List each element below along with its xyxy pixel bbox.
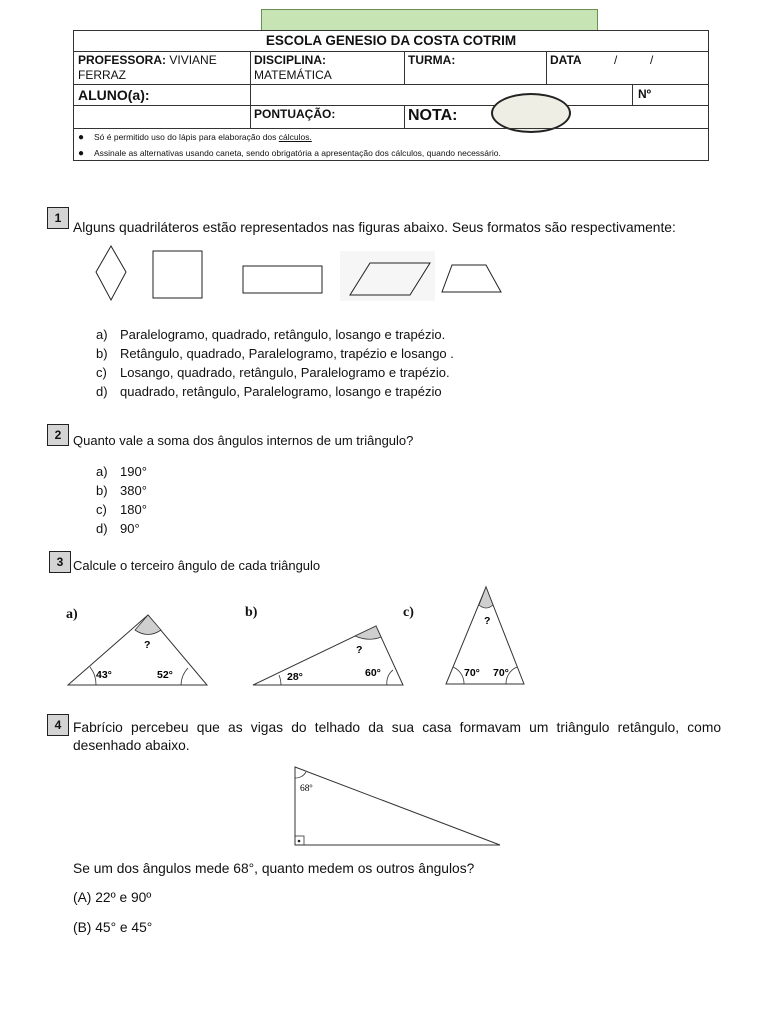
data-label: DATA xyxy=(550,53,582,67)
q1-option-c[interactable]: c) Losango, quadrado, retângulo, Paralelogramo e trapézio. xyxy=(96,365,450,380)
professora-cell xyxy=(78,53,248,83)
disciplina-value: MATEMÁTICA xyxy=(254,68,332,82)
triangle-c-letter: c) xyxy=(403,605,414,620)
disciplina-cell xyxy=(254,53,404,83)
q2-option-a[interactable]: a) 190° xyxy=(96,464,147,479)
header-tab-decoration xyxy=(261,9,598,31)
triangle-c-apex-angle xyxy=(479,587,493,608)
question-2-text: Quanto vale a soma dos ângulos internos de um triângulo? xyxy=(73,433,414,448)
right-triangle-angle-label: 68º xyxy=(300,784,313,794)
triangle-c-left-angle xyxy=(453,667,464,684)
q1-option-d[interactable]: d) quadrado, retângulo, Paralelogramo, losango e trapézio xyxy=(96,384,442,399)
triangle-b-letter: b) xyxy=(245,605,258,620)
q2-option-c[interactable]: c) 180° xyxy=(96,502,147,517)
aluno-cell xyxy=(78,87,150,103)
triangle-c-figure xyxy=(440,583,532,689)
question-1-text: Alguns quadriláteros estão representados nas figuras abaixo. Seus formatos são respectivamente: xyxy=(73,220,676,235)
rhombus-shape xyxy=(96,246,126,300)
q4-option-a[interactable]: (A) 22º e 90º xyxy=(73,890,152,905)
question-4-question: Se um dos ângulos mede 68°, quanto medem os outros ângulos? xyxy=(73,861,475,876)
triangle-c-angle-right: 70° xyxy=(493,667,509,679)
right-triangle-shape xyxy=(295,767,500,845)
question-3-number: 3 xyxy=(49,551,71,573)
aluno-label: ALUNO(a): xyxy=(78,87,150,103)
question-3-text: Calcule o terceiro ângulo de cada triângulo xyxy=(73,558,321,573)
triangle-c-angle-left: 70° xyxy=(464,667,480,679)
triangle-c-unknown: ? xyxy=(484,615,491,627)
question-4-number: 4 xyxy=(47,714,69,736)
trapezoid-shape xyxy=(442,265,501,292)
triangle-a-right-angle xyxy=(181,668,188,685)
triangle-b-figure xyxy=(245,620,410,690)
disciplina-label: DISCIPLINA: xyxy=(254,53,326,67)
rectangle-shape xyxy=(243,266,322,293)
professora-value: VIVIANE xyxy=(169,53,217,67)
right-triangle-top-angle xyxy=(295,772,306,778)
triangle-a-unknown: ? xyxy=(144,639,151,651)
school-name: ESCOLA GENESIO DA COSTA COTRIM xyxy=(265,33,517,48)
triangle-b-unknown: ? xyxy=(356,644,363,656)
triangle-a-shape xyxy=(68,615,207,685)
pontuacao-cell xyxy=(254,107,335,121)
nota-oval xyxy=(491,93,571,133)
nota-cell xyxy=(408,107,457,125)
nota-label: NOTA: xyxy=(408,107,458,124)
q4-option-b[interactable]: (B) 45° e 45° xyxy=(73,920,153,935)
triangle-b-right-angle xyxy=(387,670,393,685)
triangle-b-apex-angle xyxy=(355,626,381,639)
quadrilaterals-figure xyxy=(90,242,520,308)
triangle-a-angle-left: 43° xyxy=(96,669,112,681)
triangle-a-letter: a) xyxy=(66,607,78,622)
triangle-a-figure xyxy=(60,605,220,695)
triangle-b-angle-left: 28° xyxy=(287,671,303,683)
numero-cell xyxy=(638,87,651,101)
triangle-a-angle-right: 52° xyxy=(157,669,173,681)
data-cell xyxy=(550,53,700,67)
turma-cell xyxy=(408,53,455,67)
instruction-1: ● Só é permitido uso do lápis para elaboração dos cálculos. xyxy=(78,132,312,143)
q2-option-b[interactable]: b) 380° xyxy=(96,483,147,498)
data-slash-2: / xyxy=(650,53,654,67)
professora-label: PROFESSORA: xyxy=(78,53,167,67)
question-4-text: Fabrício percebeu que as vigas do telhado da sua casa formavam um triângulo retângulo, como desenhado abaixo. xyxy=(73,720,721,753)
pontuacao-label: PONTUAÇÃO: xyxy=(254,107,336,121)
q2-option-d[interactable]: d) 90° xyxy=(96,521,140,536)
numero-label: Nº xyxy=(638,87,652,101)
triangle-b-left-angle xyxy=(279,675,281,685)
turma-label: TURMA: xyxy=(408,53,456,67)
square-shape xyxy=(153,251,202,298)
triangle-a-apex-angle xyxy=(135,615,161,635)
triangle-b-angle-right: 60° xyxy=(365,667,381,679)
header-table xyxy=(73,30,709,161)
professora-value-2: FERRAZ xyxy=(78,68,126,82)
data-slash-1: / xyxy=(614,53,618,67)
question-2-number: 2 xyxy=(47,424,69,446)
right-triangle-figure xyxy=(290,762,505,852)
q1-option-b[interactable]: b) Retângulo, quadrado, Paralelogramo, trapézio e losango . xyxy=(96,346,454,361)
question-1-number: 1 xyxy=(47,207,69,229)
instruction-2: ● Assinale as alternativas usando caneta, sendo obrigatória a apresentação dos cálculos, quando necessário. xyxy=(78,148,501,159)
q1-option-a[interactable]: a) Paralelogramo, quadrado, retângulo, losango e trapézio. xyxy=(96,327,446,342)
